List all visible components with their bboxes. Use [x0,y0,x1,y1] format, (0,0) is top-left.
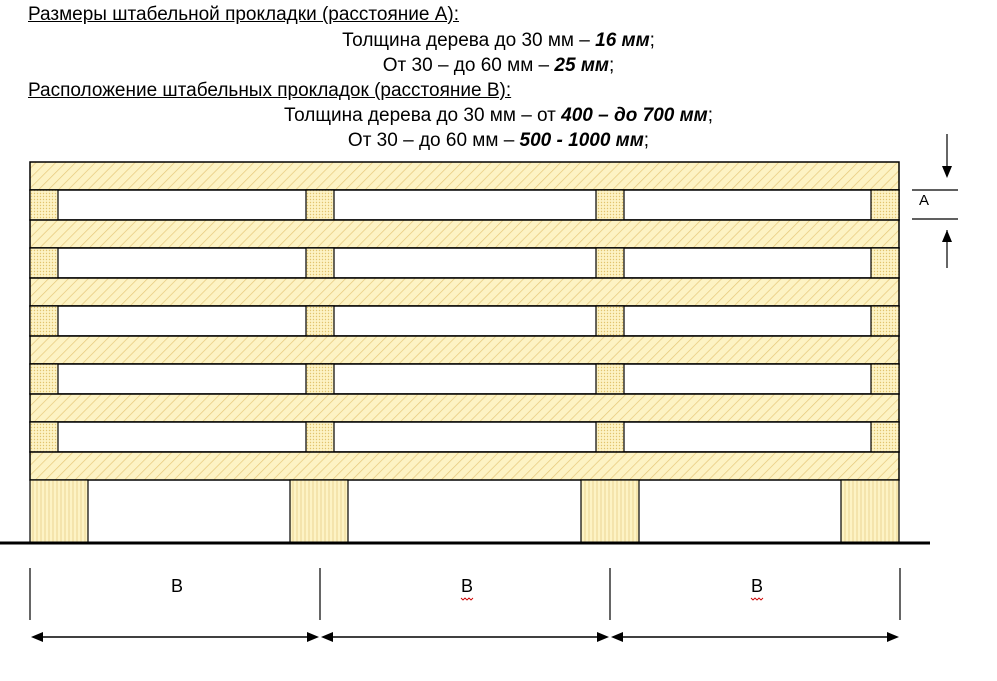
dimension-b-arrowhead-right-3 [887,632,899,642]
row-gap-1 [30,190,899,220]
sticker-4-2 [306,364,334,394]
spec-b1-prefix: Толщина дерева до 30 мм – от [283,105,562,126]
dimension-b-label-2: В [460,576,474,596]
sticker-5-1 [30,422,58,452]
spec-a1-suffix: ; [649,30,655,51]
dimension-a-arrowhead-bottom [942,230,952,242]
sticker-4-1 [30,364,58,394]
sticker-2-2 [306,248,334,278]
spec-b1-value: 400 – до 700 мм [561,105,708,126]
heading-distance-a: Размеры штабельной прокладки (расстояние А): [28,4,460,25]
sticker-1-2 [306,190,334,220]
support-block-4 [841,480,899,543]
board-1 [30,162,899,190]
board-4 [30,336,899,364]
sticker-2-3 [596,248,624,278]
dimension-a [912,134,958,268]
dimension-b-arrowhead-right-1 [307,632,319,642]
sticker-3-1 [30,306,58,336]
dimension-b-label-1: В [170,576,184,596]
spec-a2-suffix: ; [608,55,615,76]
sticker-4-4 [871,364,899,394]
sticker-1-1 [30,190,58,220]
dimension-b-label-3: В [750,576,764,596]
board-5 [30,394,899,422]
dimension-b-arrowhead-right-2 [597,632,609,642]
sticker-1-4 [871,190,899,220]
board-3 [30,278,899,306]
dimension-a-label: А [919,192,930,209]
sticker-5-3 [596,422,624,452]
dimension-b-arrowhead-left-1 [31,632,43,642]
spec-b2-suffix: ; [643,130,650,151]
row-gap-3 [30,306,899,336]
spec-a2-prefix: От 30 – до 60 мм – [382,55,555,76]
dimension-b-arrowhead-left-2 [321,632,333,642]
board-2 [30,220,899,248]
spec-a1-prefix: Толщина дерева до 30 мм – [342,30,596,51]
sticker-4-3 [596,364,624,394]
sticker-2-4 [871,248,899,278]
sticker-3-4 [871,306,899,336]
spellcheck-squiggle-1 [461,598,473,600]
sticker-1-3 [596,190,624,220]
heading-distance-b: Расположение штабельных прокладок (расстояние В): [28,80,512,101]
dimension-b-arrowhead-left-3 [611,632,623,642]
sticker-3-3 [596,306,624,336]
row-gap-5 [30,422,899,452]
spec-a2-value: 25 мм [554,55,609,76]
support-block-3 [581,480,639,543]
row-gap-2 [30,248,899,278]
ground-supports [30,480,899,543]
spec-b2-prefix: От 30 – до 60 мм – [347,130,520,151]
spec-a1-value: 16 мм [595,30,650,51]
sticker-3-2 [306,306,334,336]
lumber-stack [30,162,899,480]
support-block-2 [290,480,348,543]
sticker-2-1 [30,248,58,278]
dimension-b [30,568,900,642]
sticker-5-4 [871,422,899,452]
dimension-a-arrowhead-top [942,166,952,178]
spec-b1-suffix: ; [707,105,713,126]
spec-b2-value: 500 - 1000 мм [519,130,644,151]
sticker-5-2 [306,422,334,452]
support-block-1 [30,480,88,543]
spellcheck-squiggle-2 [751,598,763,600]
row-gap-4 [30,364,899,394]
board-6 [30,452,899,480]
